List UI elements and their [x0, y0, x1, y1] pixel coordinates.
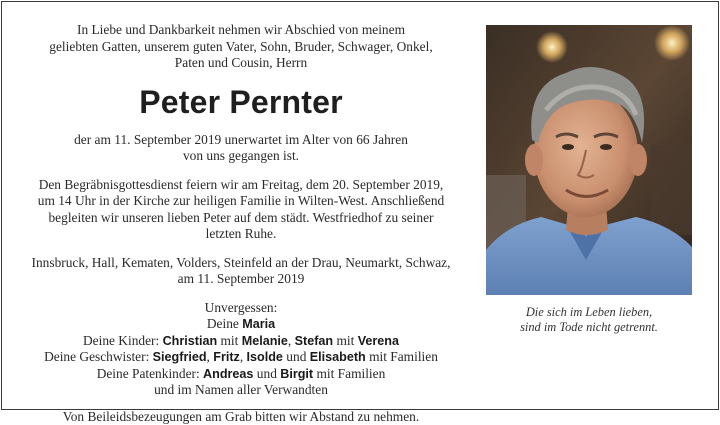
- caption-line-1: Die sich im Leben lieben,: [526, 305, 652, 319]
- separator: ,: [288, 333, 295, 348]
- separator: ,: [240, 349, 247, 364]
- intro-line-2: geliebten Gatten, unserem guten Vater, Sohn, Bruder, Schwager, Onkel,: [49, 39, 432, 54]
- portrait-illustration: [486, 25, 692, 295]
- relatives-line: und im Namen aller Verwandten: [154, 382, 328, 397]
- sibling-name: Isolde: [247, 350, 283, 364]
- closing-request: Von Beileidsbezeugungen am Grab bitten wir Abstand zu nehmen.: [16, 409, 466, 425]
- funeral-line-1: Den Begräbnisgottesdienst feiern wir am Freitag, dem 20. September 2019,: [39, 177, 444, 192]
- separator: ,: [207, 349, 214, 364]
- portrait-photo: [486, 25, 692, 295]
- place-line-1: Innsbruck, Hall, Kematen, Volders, Steinfeld an der Drau, Neumarkt, Schwaz,: [32, 255, 451, 270]
- caption-line-2: sind im Tode nicht getrennt.: [520, 320, 658, 334]
- partner-name: Verena: [358, 334, 399, 348]
- funeral-details: [16, 177, 466, 243]
- intro-line-1: In Liebe und Dankbarkeit nehmen wir Abschied von meinem: [77, 22, 405, 37]
- godchild-name: Andreas: [203, 367, 253, 381]
- godchildren-prefix: Deine Patenkinder:: [97, 366, 203, 381]
- sibling-name: Siegfried: [153, 350, 207, 364]
- connector: und: [253, 366, 280, 381]
- funeral-line-2: um 14 Uhr in der Kirche zur heiligen Familie in Wilten-West. Anschließend: [38, 193, 444, 208]
- children-line: [83, 333, 399, 348]
- wife-line: [207, 316, 275, 331]
- suffix: mit Familien: [366, 349, 438, 364]
- suffix: mit Familien: [313, 366, 385, 381]
- wife-prefix: Deine: [207, 316, 242, 331]
- family-list: [16, 316, 466, 399]
- siblings-line: [44, 349, 438, 364]
- sibling-name: Fritz: [213, 350, 240, 364]
- child-name: Stefan: [295, 334, 334, 348]
- godchild-name: Birgit: [280, 367, 313, 381]
- place-date: [16, 255, 466, 288]
- connector: mit: [333, 333, 358, 348]
- sibling-name: Elisabeth: [310, 350, 366, 364]
- unvergessen-heading: Unvergessen:: [16, 300, 466, 317]
- connector: mit: [217, 333, 242, 348]
- place-line-2: am 11. September 2019: [178, 271, 305, 286]
- partner-name: Melanie: [242, 334, 288, 348]
- intro-text: [16, 22, 466, 72]
- connector: und: [283, 349, 310, 364]
- intro-line-3: Paten und Cousin, Herrn: [175, 55, 307, 70]
- child-name: Christian: [163, 334, 218, 348]
- funeral-line-4: letzten Ruhe.: [206, 226, 277, 241]
- siblings-prefix: Deine Geschwister:: [44, 349, 153, 364]
- wife-name: Maria: [242, 317, 275, 331]
- funeral-line-3: begleiten wir unseren lieben Peter auf dem städt. Westfriedhof zu seiner: [48, 210, 433, 225]
- children-prefix: Deine Kinder:: [83, 333, 163, 348]
- godchildren-line: [97, 366, 386, 381]
- deceased-name: Peter Pernter: [16, 84, 466, 120]
- death-line-2: von uns gegangen ist.: [183, 148, 299, 163]
- death-line-1: der am 11. September 2019 unerwartet im Alter von 66 Jahren: [74, 132, 408, 147]
- death-notice: [16, 132, 466, 165]
- obituary-text-column: [16, 22, 466, 425]
- photo-caption: [486, 305, 692, 335]
